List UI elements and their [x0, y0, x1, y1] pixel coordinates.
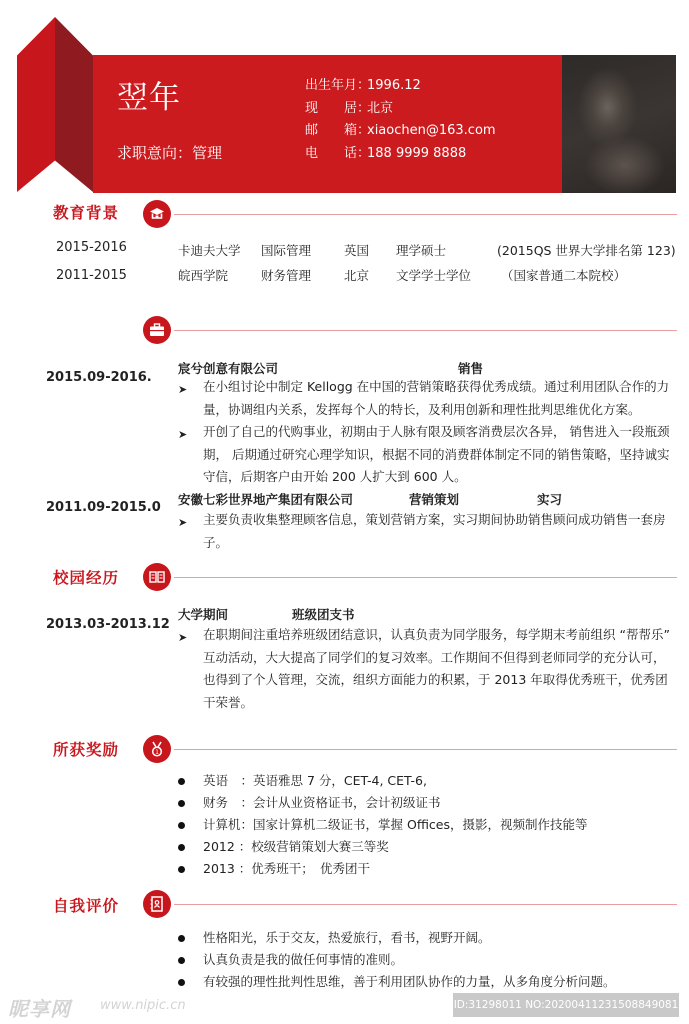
list-item: 英语 ：英语雅思 7 分，CET-4, CET-6,: [178, 770, 587, 792]
job-period: 2011.09-2015.0: [46, 500, 161, 515]
arrow-bullet-icon: ➤: [178, 383, 188, 396]
arrow-bullet-icon: ➤: [178, 631, 188, 644]
watermark-url: www.nipic.cn: [100, 998, 186, 1013]
edu-location: 北京: [344, 268, 370, 283]
section-title-campus: 校园经历: [53, 569, 120, 587]
profile-photo: [562, 55, 676, 193]
section-title-self-eval: 自我评价: [53, 897, 120, 915]
job-intent: 求职意向：管理: [117, 144, 223, 162]
bullet-dot-icon: [178, 935, 185, 942]
book-icon: [143, 563, 171, 591]
section-divider: [174, 214, 677, 215]
edu-note: （国家普通二本院校）: [501, 268, 627, 283]
edu-school: 皖西学院: [178, 268, 229, 283]
watermark-logo: 昵享网: [8, 997, 71, 1021]
edu-note: (2015QS 世界大学排名第 123): [497, 243, 676, 258]
info-birth: 出生年月： 1996.12: [305, 78, 421, 93]
job-role: 营销策划: [409, 492, 460, 507]
contact-book-icon: [143, 890, 171, 918]
watermark-id: ID:31298011 NO:20200411231508849081: [453, 993, 679, 1017]
info-email: 邮 箱： xiaochen@163.com: [305, 123, 496, 138]
job-period: 2015.09-2016.: [46, 370, 152, 385]
section-divider: [174, 330, 677, 331]
bullet-dot-icon: [178, 957, 185, 964]
campus-role: 班级团支书: [292, 607, 355, 622]
list-item: 计算机：国家计算机二级证书，掌握 Offices，摄影，视频制作技能等: [178, 814, 587, 836]
svg-text:1: 1: [155, 749, 159, 756]
arrow-bullet-icon: ➤: [178, 428, 188, 441]
arrow-bullet-icon: ➤: [178, 516, 188, 529]
edu-location: 英国: [344, 243, 370, 258]
info-residence: 现 居： 北京: [305, 100, 394, 116]
info-phone: 电 话： 188 9999 8888: [305, 145, 467, 161]
candidate-name: 翌年: [117, 80, 181, 116]
medal-icon: [143, 735, 171, 763]
job-type: 实习: [537, 492, 563, 507]
edu-degree: 理学硕士: [396, 243, 447, 258]
bullet-dot-icon: [178, 866, 185, 873]
self-eval-list: [178, 927, 616, 993]
section-divider: [174, 904, 677, 905]
list-item: 2012 ：校级营销策划大赛三等奖: [178, 836, 587, 858]
section-divider: [174, 577, 677, 578]
section-title-education: 教育背景: [53, 204, 120, 222]
briefcase-icon: [143, 316, 171, 344]
edu-major: 国际管理: [261, 243, 312, 258]
edu-school: 卡迪夫大学: [178, 243, 241, 258]
contact-info: [305, 75, 496, 165]
edu-years: 2011-2015: [56, 268, 127, 283]
list-item: 2013 ：优秀班干； 优秀团干: [178, 858, 587, 880]
bullet-dot-icon: [178, 979, 185, 986]
edu-years: 2015-2016: [56, 240, 127, 255]
campus-org: 大学期间: [178, 607, 229, 622]
header-ribbon-fold-shadow: [55, 17, 93, 192]
list-item: 财务 ：会计从业资格证书，会计初级证书: [178, 792, 587, 814]
job-role: 销售: [458, 361, 484, 376]
campus-bullet: 在职期间注重培养班级团结意识，认真负责为同学服务，每学期末考前组织 “帮帮乐” 互动活动，大大提高了同学们的复习效率。工作期间不但得到老师同学的充分认可，也得到了个人管理，交流，组织方面能力的积累，于 2013 年取得优秀班干，优秀团干荣誉。: [203, 627, 670, 710]
list-item: 性格阳光，乐于交友，热爱旅行，看书，视野开阔。: [178, 927, 616, 949]
bullet-dot-icon: [178, 778, 185, 785]
campus-period: 2013.03-2013.12: [46, 617, 170, 632]
header-ribbon-fold-left: [17, 17, 55, 192]
list-item: 有较强的理性批判性思维，善于利用团队协作的力量，从多角度分析问题。: [178, 971, 616, 993]
job-company: 宸兮创意有限公司: [178, 361, 279, 376]
graduation-cap-icon: [143, 200, 171, 228]
bullet-dot-icon: [178, 822, 185, 829]
job-bullet: 主要负责收集整理顾客信息，策划营销方案，实习期间协助销售顾问成功销售一套房子。: [203, 512, 666, 550]
bullet-dot-icon: [178, 844, 185, 851]
job-bullet: 开创了自己的代购事业，初期由于人脉有限及顾客消费层次各异， 销售进入一段瓶颈期， 后期通过研究心理学知识，根据不同的消费群体制定不同的销售策略，坚持诚实守信，后期客户由开始 200 人扩大到 600 人。: [203, 424, 670, 484]
bullet-dot-icon: [178, 800, 185, 807]
section-divider: [174, 749, 677, 750]
job-company: 安徽七彩世界地产集团有限公司: [178, 492, 354, 507]
edu-degree: 文学学士学位: [396, 268, 472, 283]
list-item: 认真负责是我的做任何事情的准则。: [178, 949, 616, 971]
section-title-awards: 所获奖励: [53, 741, 120, 759]
job-bullet: 在小组讨论中制定 Kellogg 在中国的营销策略获得优秀成绩。通过利用团队合作的力量，协调组内关系，发挥每个人的特长，及利用创新和理性批判思维优化方案。: [203, 379, 670, 417]
awards-list: [178, 770, 587, 880]
edu-major: 财务管理: [261, 268, 312, 283]
